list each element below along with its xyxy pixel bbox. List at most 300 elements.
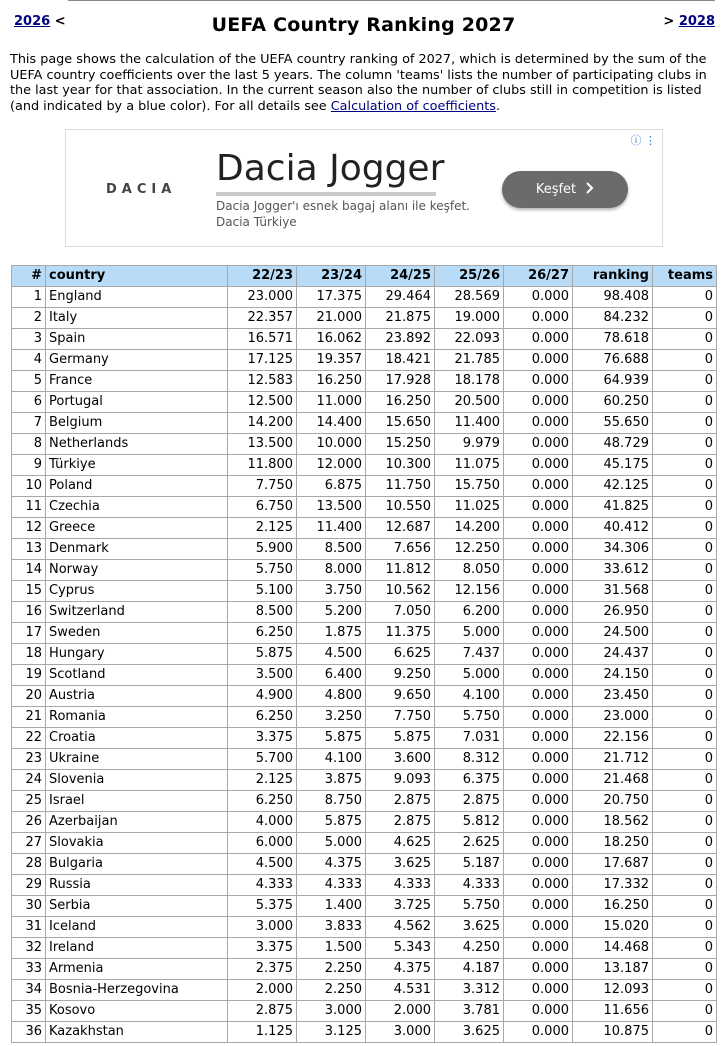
coef-2627-cell: 0.000 xyxy=(504,329,573,350)
teams-cell: 0 xyxy=(653,812,717,833)
coef-2324-cell: 16.062 xyxy=(297,329,366,350)
coef-2324-cell: 21.000 xyxy=(297,308,366,329)
rank-cell: 12 xyxy=(12,518,46,539)
coef-2324-cell: 10.000 xyxy=(297,434,366,455)
rank-cell: 32 xyxy=(12,938,46,959)
coef-2324-cell: 12.000 xyxy=(297,455,366,476)
ad-desc-line1: Dacia Jogger'ı esnek bagaj alanı ile keşfet. xyxy=(216,199,470,213)
table-row xyxy=(12,1001,717,1022)
page-title: UEFA Country Ranking 2027 xyxy=(211,14,516,36)
ranking-cell: 24.437 xyxy=(573,644,653,665)
coef-2223-cell: 3.000 xyxy=(228,917,297,938)
rank-cell: 7 xyxy=(12,413,46,434)
ranking-cell: 20.750 xyxy=(573,791,653,812)
coef-2324-cell: 8.500 xyxy=(297,539,366,560)
prev-year-link[interactable]: 2026 xyxy=(14,14,51,29)
coef-2425-cell: 2.000 xyxy=(366,1001,435,1022)
ranking-cell: 22.156 xyxy=(573,728,653,749)
rank-cell: 22 xyxy=(12,728,46,749)
country-cell: Sweden xyxy=(46,623,228,644)
table-row xyxy=(12,665,717,686)
country-cell: Iceland xyxy=(46,917,228,938)
coef-2425-cell: 23.892 xyxy=(366,329,435,350)
rank-cell: 2 xyxy=(12,308,46,329)
table-row xyxy=(12,896,717,917)
coef-2425-cell: 2.875 xyxy=(366,812,435,833)
coef-2324-cell: 11.000 xyxy=(297,392,366,413)
coef-2425-cell: 2.875 xyxy=(366,791,435,812)
ranking-cell: 84.232 xyxy=(573,308,653,329)
table-row xyxy=(12,644,717,665)
country-cell: Romania xyxy=(46,707,228,728)
coef-2223-cell: 6.250 xyxy=(228,623,297,644)
country-cell: Serbia xyxy=(46,896,228,917)
coef-2627-cell: 0.000 xyxy=(504,917,573,938)
coef-2627-cell: 0.000 xyxy=(504,938,573,959)
country-cell: Greece xyxy=(46,518,228,539)
coef-2526-cell: 3.625 xyxy=(435,917,504,938)
coef-2223-cell: 5.875 xyxy=(228,644,297,665)
coef-2627-cell: 0.000 xyxy=(504,686,573,707)
table-row xyxy=(12,791,717,812)
coef-2627-cell: 0.000 xyxy=(504,350,573,371)
ranking-cell: 24.150 xyxy=(573,665,653,686)
ranking-cell: 21.712 xyxy=(573,749,653,770)
ranking-cell: 18.250 xyxy=(573,833,653,854)
coef-2526-cell: 7.437 xyxy=(435,644,504,665)
coef-2223-cell: 4.000 xyxy=(228,812,297,833)
coef-2526-cell: 6.375 xyxy=(435,770,504,791)
coef-2223-cell: 4.900 xyxy=(228,686,297,707)
coef-2223-cell: 6.250 xyxy=(228,707,297,728)
coef-2425-cell: 9.250 xyxy=(366,665,435,686)
rank-cell: 24 xyxy=(12,770,46,791)
coef-2324-cell: 11.400 xyxy=(297,518,366,539)
col-country-header: country xyxy=(46,266,228,287)
coef-2223-cell: 3.375 xyxy=(228,938,297,959)
coef-2627-cell: 0.000 xyxy=(504,623,573,644)
rank-cell: 1 xyxy=(12,287,46,308)
calculation-link[interactable]: Calculation of coefficients xyxy=(330,98,496,114)
country-cell: Italy xyxy=(46,308,228,329)
coef-2223-cell: 5.375 xyxy=(228,896,297,917)
teams-cell: 0 xyxy=(653,875,717,896)
rank-cell: 31 xyxy=(12,917,46,938)
rank-cell: 36 xyxy=(12,1022,46,1043)
teams-cell: 0 xyxy=(653,854,717,875)
table-row xyxy=(12,308,717,329)
coef-2223-cell: 5.100 xyxy=(228,581,297,602)
rank-cell: 33 xyxy=(12,959,46,980)
rank-cell: 8 xyxy=(12,434,46,455)
coef-2223-cell: 22.357 xyxy=(228,308,297,329)
col-teams-header: teams xyxy=(653,266,717,287)
col-2526-header: 25/26 xyxy=(435,266,504,287)
coef-2425-cell: 18.421 xyxy=(366,350,435,371)
teams-cell: 0 xyxy=(653,749,717,770)
coef-2223-cell: 2.125 xyxy=(228,518,297,539)
coef-2526-cell: 28.569 xyxy=(435,287,504,308)
table-row xyxy=(12,413,717,434)
next-arrow: > xyxy=(663,14,675,29)
teams-cell: 0 xyxy=(653,329,717,350)
ranking-cell: 55.650 xyxy=(573,413,653,434)
coef-2526-cell: 5.000 xyxy=(435,623,504,644)
coef-2425-cell: 17.928 xyxy=(366,371,435,392)
rank-cell: 35 xyxy=(12,1001,46,1022)
rank-cell: 4 xyxy=(12,350,46,371)
coef-2526-cell: 4.333 xyxy=(435,875,504,896)
coef-2324-cell: 1.875 xyxy=(297,623,366,644)
coef-2425-cell: 12.687 xyxy=(366,518,435,539)
country-cell: Norway xyxy=(46,560,228,581)
coef-2627-cell: 0.000 xyxy=(504,644,573,665)
next-year-nav xyxy=(663,14,715,29)
coef-2627-cell: 0.000 xyxy=(504,896,573,917)
table-row xyxy=(12,287,717,308)
table-row xyxy=(12,749,717,770)
coef-2627-cell: 0.000 xyxy=(504,875,573,896)
coef-2324-cell: 8.000 xyxy=(297,560,366,581)
teams-cell: 0 xyxy=(653,371,717,392)
coef-2425-cell: 29.464 xyxy=(366,287,435,308)
coef-2324-cell: 2.250 xyxy=(297,980,366,1001)
coef-2425-cell: 4.375 xyxy=(366,959,435,980)
coef-2223-cell: 1.125 xyxy=(228,1022,297,1043)
table-row xyxy=(12,329,717,350)
ranking-cell: 48.729 xyxy=(573,434,653,455)
teams-cell: 0 xyxy=(653,350,717,371)
ad-title[interactable]: Dacia Jogger xyxy=(216,148,445,189)
rank-cell: 3 xyxy=(12,329,46,350)
coef-2425-cell: 16.250 xyxy=(366,392,435,413)
table-row xyxy=(12,623,717,644)
ranking-cell: 21.468 xyxy=(573,770,653,791)
ranking-table-body xyxy=(12,287,717,1043)
coef-2223-cell: 3.375 xyxy=(228,728,297,749)
col-rank-header: # xyxy=(12,266,46,287)
ranking-cell: 13.187 xyxy=(573,959,653,980)
ranking-cell: 11.656 xyxy=(573,1001,653,1022)
coef-2425-cell: 10.550 xyxy=(366,497,435,518)
country-cell: Hungary xyxy=(46,644,228,665)
ranking-cell: 26.950 xyxy=(573,602,653,623)
rank-cell: 28 xyxy=(12,854,46,875)
ranking-cell: 76.688 xyxy=(573,350,653,371)
coef-2526-cell: 2.875 xyxy=(435,791,504,812)
coef-2526-cell: 12.250 xyxy=(435,539,504,560)
rank-cell: 21 xyxy=(12,707,46,728)
coef-2324-cell: 4.100 xyxy=(297,749,366,770)
col-ranking-header: ranking xyxy=(573,266,653,287)
teams-cell: 0 xyxy=(653,917,717,938)
coef-2627-cell: 0.000 xyxy=(504,581,573,602)
coef-2627-cell: 0.000 xyxy=(504,497,573,518)
coef-2223-cell: 6.000 xyxy=(228,833,297,854)
ranking-cell: 41.825 xyxy=(573,497,653,518)
ad-description xyxy=(216,198,470,230)
coef-2324-cell: 5.875 xyxy=(297,812,366,833)
coef-2425-cell: 9.093 xyxy=(366,770,435,791)
coef-2223-cell: 23.000 xyxy=(228,287,297,308)
coef-2223-cell: 2.125 xyxy=(228,770,297,791)
coef-2627-cell: 0.000 xyxy=(504,770,573,791)
ranking-cell: 98.408 xyxy=(573,287,653,308)
coef-2425-cell: 4.562 xyxy=(366,917,435,938)
coef-2223-cell: 5.700 xyxy=(228,749,297,770)
coef-2425-cell: 6.625 xyxy=(366,644,435,665)
ranking-cell: 34.306 xyxy=(573,539,653,560)
ranking-cell: 40.412 xyxy=(573,518,653,539)
coef-2627-cell: 0.000 xyxy=(504,854,573,875)
table-row xyxy=(12,875,717,896)
coef-2627-cell: 0.000 xyxy=(504,1022,573,1043)
rank-cell: 26 xyxy=(12,812,46,833)
rank-cell: 19 xyxy=(12,665,46,686)
table-row xyxy=(12,497,717,518)
rank-cell: 6 xyxy=(12,392,46,413)
coef-2324-cell: 8.750 xyxy=(297,791,366,812)
coef-2526-cell: 21.785 xyxy=(435,350,504,371)
teams-cell: 0 xyxy=(653,644,717,665)
teams-cell: 0 xyxy=(653,980,717,1001)
country-cell: Czechia xyxy=(46,497,228,518)
ranking-cell: 17.332 xyxy=(573,875,653,896)
coef-2223-cell: 13.500 xyxy=(228,434,297,455)
coef-2223-cell: 4.500 xyxy=(228,854,297,875)
ad-title-underline xyxy=(216,192,436,196)
coef-2526-cell: 6.200 xyxy=(435,602,504,623)
table-row xyxy=(12,371,717,392)
ranking-cell: 24.500 xyxy=(573,623,653,644)
ranking-cell: 64.939 xyxy=(573,371,653,392)
coef-2223-cell: 2.000 xyxy=(228,980,297,1001)
coef-2425-cell: 4.333 xyxy=(366,875,435,896)
coef-2526-cell: 8.050 xyxy=(435,560,504,581)
coef-2223-cell: 17.125 xyxy=(228,350,297,371)
table-row xyxy=(12,959,717,980)
next-year-link[interactable]: 2028 xyxy=(678,14,715,29)
coef-2223-cell: 16.571 xyxy=(228,329,297,350)
coef-2324-cell: 13.500 xyxy=(297,497,366,518)
coef-2223-cell: 14.200 xyxy=(228,413,297,434)
country-cell: Portugal xyxy=(46,392,228,413)
country-cell: Scotland xyxy=(46,665,228,686)
rank-cell: 15 xyxy=(12,581,46,602)
coef-2627-cell: 0.000 xyxy=(504,560,573,581)
col-2223-header: 22/23 xyxy=(228,266,297,287)
coef-2324-cell: 2.250 xyxy=(297,959,366,980)
coef-2324-cell: 3.875 xyxy=(297,770,366,791)
coef-2627-cell: 0.000 xyxy=(504,749,573,770)
ranking-cell: 16.250 xyxy=(573,896,653,917)
coef-2627-cell: 0.000 xyxy=(504,392,573,413)
rank-cell: 23 xyxy=(12,749,46,770)
table-row xyxy=(12,392,717,413)
table-row xyxy=(12,602,717,623)
coef-2627-cell: 0.000 xyxy=(504,791,573,812)
teams-cell: 0 xyxy=(653,434,717,455)
teams-cell: 0 xyxy=(653,728,717,749)
ad-desc-line2: Dacia Türkiye xyxy=(216,215,297,229)
country-cell: Armenia xyxy=(46,959,228,980)
coef-2526-cell: 5.750 xyxy=(435,707,504,728)
ranking-cell: 14.468 xyxy=(573,938,653,959)
coef-2324-cell: 4.333 xyxy=(297,875,366,896)
dacia-logo: DACIA xyxy=(106,182,177,197)
coef-2526-cell: 4.100 xyxy=(435,686,504,707)
teams-cell: 0 xyxy=(653,602,717,623)
ranking-cell: 60.250 xyxy=(573,392,653,413)
coef-2627-cell: 0.000 xyxy=(504,602,573,623)
table-row xyxy=(12,686,717,707)
table-row xyxy=(12,707,717,728)
coef-2324-cell: 6.875 xyxy=(297,476,366,497)
coef-2526-cell: 5.750 xyxy=(435,896,504,917)
coef-2627-cell: 0.000 xyxy=(504,1001,573,1022)
ranking-cell: 10.875 xyxy=(573,1022,653,1043)
coef-2223-cell: 7.750 xyxy=(228,476,297,497)
ranking-cell: 23.000 xyxy=(573,707,653,728)
country-cell: Germany xyxy=(46,350,228,371)
teams-cell: 0 xyxy=(653,1022,717,1043)
country-cell: Ireland xyxy=(46,938,228,959)
rank-cell: 9 xyxy=(12,455,46,476)
teams-cell: 0 xyxy=(653,308,717,329)
country-cell: Spain xyxy=(46,329,228,350)
coef-2425-cell: 5.343 xyxy=(366,938,435,959)
col-2425-header: 24/25 xyxy=(366,266,435,287)
coef-2223-cell: 4.333 xyxy=(228,875,297,896)
coef-2425-cell: 3.600 xyxy=(366,749,435,770)
coef-2324-cell: 4.375 xyxy=(297,854,366,875)
rank-cell: 11 xyxy=(12,497,46,518)
country-cell: Switzerland xyxy=(46,602,228,623)
ranking-cell: 31.568 xyxy=(573,581,653,602)
coef-2223-cell: 5.750 xyxy=(228,560,297,581)
coef-2526-cell: 5.187 xyxy=(435,854,504,875)
country-cell: England xyxy=(46,287,228,308)
teams-cell: 0 xyxy=(653,560,717,581)
country-cell: Netherlands xyxy=(46,434,228,455)
country-cell: Belgium xyxy=(46,413,228,434)
rank-cell: 10 xyxy=(12,476,46,497)
advertisement-banner[interactable] xyxy=(65,129,663,247)
ranking-cell: 78.618 xyxy=(573,329,653,350)
teams-cell: 0 xyxy=(653,1001,717,1022)
coef-2223-cell: 2.375 xyxy=(228,959,297,980)
coef-2526-cell: 3.781 xyxy=(435,1001,504,1022)
teams-cell: 0 xyxy=(653,791,717,812)
coef-2223-cell: 2.875 xyxy=(228,1001,297,1022)
country-cell: Slovenia xyxy=(46,770,228,791)
rank-cell: 14 xyxy=(12,560,46,581)
table-row xyxy=(12,917,717,938)
coef-2223-cell: 5.900 xyxy=(228,539,297,560)
ranking-cell: 33.612 xyxy=(573,560,653,581)
coef-2223-cell: 6.750 xyxy=(228,497,297,518)
country-cell: Azerbaijan xyxy=(46,812,228,833)
country-cell: Croatia xyxy=(46,728,228,749)
teams-cell: 0 xyxy=(653,497,717,518)
country-cell: Bulgaria xyxy=(46,854,228,875)
coef-2425-cell: 3.625 xyxy=(366,854,435,875)
coef-2425-cell: 21.875 xyxy=(366,308,435,329)
coef-2526-cell: 9.979 xyxy=(435,434,504,455)
coef-2324-cell: 3.750 xyxy=(297,581,366,602)
intro-paragraph xyxy=(10,52,720,114)
coef-2627-cell: 0.000 xyxy=(504,518,573,539)
table-row xyxy=(12,728,717,749)
coef-2324-cell: 1.400 xyxy=(297,896,366,917)
coef-2526-cell: 2.625 xyxy=(435,833,504,854)
ad-info-icon[interactable]: ⓘ ⋮ xyxy=(630,134,656,147)
coef-2324-cell: 3.833 xyxy=(297,917,366,938)
table-row xyxy=(12,854,717,875)
coef-2526-cell: 11.400 xyxy=(435,413,504,434)
coef-2223-cell: 3.500 xyxy=(228,665,297,686)
ranking-cell: 18.562 xyxy=(573,812,653,833)
table-row xyxy=(12,833,717,854)
coef-2627-cell: 0.000 xyxy=(504,434,573,455)
coef-2324-cell: 3.000 xyxy=(297,1001,366,1022)
coef-2324-cell: 19.357 xyxy=(297,350,366,371)
table-header-row xyxy=(12,266,717,287)
coef-2425-cell: 11.750 xyxy=(366,476,435,497)
teams-cell: 0 xyxy=(653,539,717,560)
intro-end: . xyxy=(495,98,501,114)
teams-cell: 0 xyxy=(653,392,717,413)
ranking-cell: 12.093 xyxy=(573,980,653,1001)
rank-cell: 25 xyxy=(12,791,46,812)
coef-2627-cell: 0.000 xyxy=(504,371,573,392)
coef-2425-cell: 10.300 xyxy=(366,455,435,476)
coef-2425-cell: 7.656 xyxy=(366,539,435,560)
coef-2223-cell: 12.583 xyxy=(228,371,297,392)
col-2627-header: 26/27 xyxy=(504,266,573,287)
country-cell: Israel xyxy=(46,791,228,812)
coef-2526-cell: 15.750 xyxy=(435,476,504,497)
coef-2324-cell: 14.400 xyxy=(297,413,366,434)
coef-2526-cell: 19.000 xyxy=(435,308,504,329)
ad-button-label: Keşfet xyxy=(535,182,577,197)
coef-2324-cell: 4.500 xyxy=(297,644,366,665)
ad-discover-button[interactable] xyxy=(502,171,628,208)
coef-2526-cell: 11.075 xyxy=(435,455,504,476)
coef-2324-cell: 5.875 xyxy=(297,728,366,749)
coef-2627-cell: 0.000 xyxy=(504,287,573,308)
teams-cell: 0 xyxy=(653,518,717,539)
table-row xyxy=(12,980,717,1001)
teams-cell: 0 xyxy=(653,896,717,917)
coef-2627-cell: 0.000 xyxy=(504,413,573,434)
col-2324-header: 23/24 xyxy=(297,266,366,287)
coef-2425-cell: 15.250 xyxy=(366,434,435,455)
coef-2526-cell: 3.312 xyxy=(435,980,504,1001)
rank-cell: 29 xyxy=(12,875,46,896)
coef-2425-cell: 7.050 xyxy=(366,602,435,623)
coef-2526-cell: 11.025 xyxy=(435,497,504,518)
coef-2425-cell: 9.650 xyxy=(366,686,435,707)
coef-2627-cell: 0.000 xyxy=(504,476,573,497)
teams-cell: 0 xyxy=(653,833,717,854)
coef-2425-cell: 4.531 xyxy=(366,980,435,1001)
country-cell: Slovakia xyxy=(46,833,228,854)
coef-2425-cell: 10.562 xyxy=(366,581,435,602)
rank-cell: 20 xyxy=(12,686,46,707)
teams-cell: 0 xyxy=(653,938,717,959)
coef-2627-cell: 0.000 xyxy=(504,980,573,1001)
